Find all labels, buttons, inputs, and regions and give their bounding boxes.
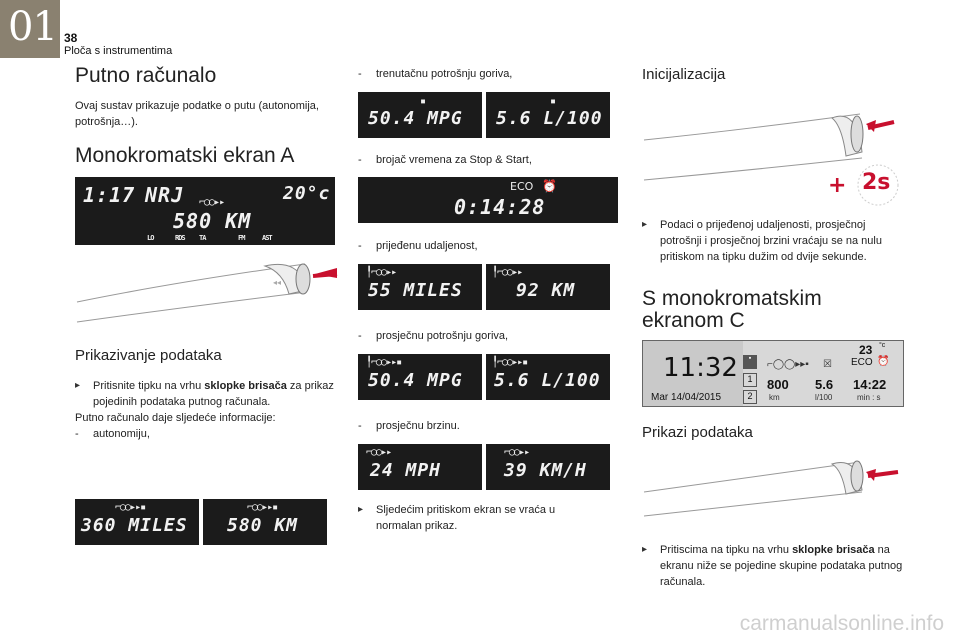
dash-stopstart: - brojač vremena za Stop & Start, <box>358 154 532 166</box>
speed-kmh-value: 39 KM/H <box>504 460 587 481</box>
tab-2: 2 <box>743 390 757 404</box>
distance-miles-value: 55 MILES <box>368 280 463 301</box>
watermark: carmanualsonline.info <box>739 612 944 635</box>
mpg-value: 50.4 MPG <box>368 108 463 129</box>
trip-car-icon: ╿⌐◯◯▸▸ <box>492 267 523 278</box>
range-miles-display <box>75 499 199 545</box>
fuel-pump-icon: ▪ <box>550 96 556 107</box>
avg-mpg-value: 50.4 MPG <box>368 370 463 391</box>
screen-c-date: Mar 14/04/2015 <box>651 392 722 403</box>
press-arrow-icon <box>866 469 876 481</box>
screen-a-station: NRJ <box>145 183 185 207</box>
dash-consumption: - trenutačnu potrošnju goriva, <box>358 68 513 80</box>
bullet-arrow-icon: ▸ <box>642 219 648 230</box>
mpg-display <box>358 92 482 138</box>
tab-1: 1 <box>743 373 757 387</box>
plus-icon: + <box>828 173 847 198</box>
band-ta: TA <box>199 234 206 242</box>
svg-text:◂◂: ◂◂ <box>273 278 282 287</box>
wiper-stalk-illustration <box>75 252 340 332</box>
chapter-number: 01 <box>8 4 57 50</box>
screen-a-temp: 20°c <box>283 183 331 204</box>
speed-kmh-display <box>486 444 610 490</box>
distance-miles-display <box>358 264 482 310</box>
distance-km-display <box>486 264 610 310</box>
bullet-press-stalk: ▸ Pritisnite tipku na vrhu sklopke brisača za prikaz pojedinih podataka putnog računala. <box>75 380 334 408</box>
display-c-heading: Prikazi podataka <box>642 424 753 441</box>
fuel-pump-icon: ▪ <box>420 96 426 107</box>
speed-mph-display <box>358 444 482 490</box>
range-car-icon: ⌐◯◯▸▸▪ <box>115 502 146 513</box>
page-title: Putno računalo <box>75 64 217 87</box>
screen-a-range: 580 KM <box>173 209 252 233</box>
eco-clock-icon: ⏰ <box>877 356 890 367</box>
range-km-value: 580 KM <box>227 515 299 536</box>
avg-fuel-icon: ☒ <box>823 359 832 370</box>
screen-c-u2: l/100 <box>815 393 833 402</box>
display-heading: Prikazivanje podataka <box>75 347 222 364</box>
hold-badge: 2s <box>862 170 891 195</box>
screen-c-v1: 800 <box>767 377 789 392</box>
bullet-arrow-icon: ▸ <box>642 544 648 555</box>
chapter-tab <box>0 0 60 58</box>
intro-text: Ovaj sustav prikazuje podatke o putu (autonomija, potrošnja…). <box>75 100 319 128</box>
page-number: 38 <box>64 31 78 45</box>
bullet-reset: ▸ Podaci o prijeđenoj udaljenosti, prosječnoj potrošnji i prosječnoj brzini vraćaju se na nulu pritiskom na tipku dužim od dvije sekunde. <box>642 219 882 263</box>
screen-c-u3: min : s <box>857 393 881 402</box>
range-km-display <box>203 499 327 545</box>
dash-distance: - prijeđenu udaljenost, <box>358 240 478 252</box>
section-name: Ploča s instrumentima <box>64 45 173 57</box>
range-car-icon: ⌐◯◯▸▸▪ <box>247 502 278 513</box>
screen-c-v2: 5.6 <box>815 377 834 392</box>
wiper-stalk-press-illustration <box>642 452 907 532</box>
bullet-return: ▸ Sljedećim pritiskom ekran se vraća u normalan prikaz. <box>358 504 556 532</box>
screen-c-time: 11:32 <box>663 353 738 383</box>
trip-car-icon: ╿⌐◯◯▸▸ <box>366 267 397 278</box>
range-car-icon: ⌐◯◯▸▸ <box>199 197 225 208</box>
dash-range: - autonomiju, <box>75 428 150 440</box>
distance-km-value: 92 KM <box>516 280 576 301</box>
screen-c-display <box>642 340 904 407</box>
band-rds: RDS <box>175 234 185 242</box>
screen-c-temp-unit: °c <box>879 342 886 349</box>
l100-display <box>486 92 610 138</box>
eco-clock-icon: ⏰ <box>542 179 556 193</box>
screen-a-display <box>75 177 335 245</box>
bullet-press-c: ▸ Pritiscima na tipku na vrhu sklopke brisača na ekranu niže se pojedine skupine podataka putnog računala. <box>642 544 903 588</box>
screen-c-temp: 23 <box>859 343 873 357</box>
dash-avg-speed: - prosječnu brzinu. <box>358 420 460 432</box>
info-line: Putno računalo daje sljedeće informacije: <box>75 412 276 424</box>
band-ast: AST <box>262 234 272 242</box>
speed-car-icon: ⌐◯◯▸▸ <box>366 447 392 458</box>
band-fm: FM <box>238 234 245 242</box>
screen-a-time: 1:17 <box>83 183 136 207</box>
screen-c-v3: 14:22 <box>853 377 887 392</box>
car-tab-icon: ▪ <box>743 355 757 369</box>
l100-value: 5.6 L/100 <box>496 108 603 129</box>
init-heading: Inicijalizacija <box>642 66 726 83</box>
speed-car-icon: ⌐◯◯▸▸ <box>504 447 530 458</box>
range-miles-value: 360 MILES <box>81 515 188 536</box>
bullet-arrow-icon: ▸ <box>75 380 81 391</box>
eco-label: ECO <box>510 180 534 193</box>
avg-mpg-display <box>358 354 482 400</box>
eco-time-value: 0:14:28 <box>454 195 546 219</box>
bullet-arrow-icon: ▸ <box>358 504 364 515</box>
stopstart-display <box>358 177 618 223</box>
press-arrow-icon <box>866 120 876 132</box>
avg-l100-value: 5.6 L/100 <box>494 370 601 391</box>
speed-mph-value: 24 MPH <box>370 460 442 481</box>
screen-c-u1: km <box>769 393 780 402</box>
dash-avg-consumption: - prosječnu potrošnju goriva, <box>358 330 509 342</box>
range-car-icon: ⌐◯◯▸▸▪ <box>767 359 809 370</box>
avg-l100-display <box>486 354 610 400</box>
avg-fuel-icon: ╿⌐◯◯▸▸▪ <box>492 357 528 368</box>
screen-c-heading: S monokromatskim ekranom C <box>642 287 822 332</box>
band-lo: LO <box>147 234 154 242</box>
screen-a-heading: Monokromatski ekran A <box>75 144 295 167</box>
screen-c-eco: ECO <box>851 357 873 368</box>
avg-fuel-icon: ╿⌐◯◯▸▸▪ <box>366 357 402 368</box>
